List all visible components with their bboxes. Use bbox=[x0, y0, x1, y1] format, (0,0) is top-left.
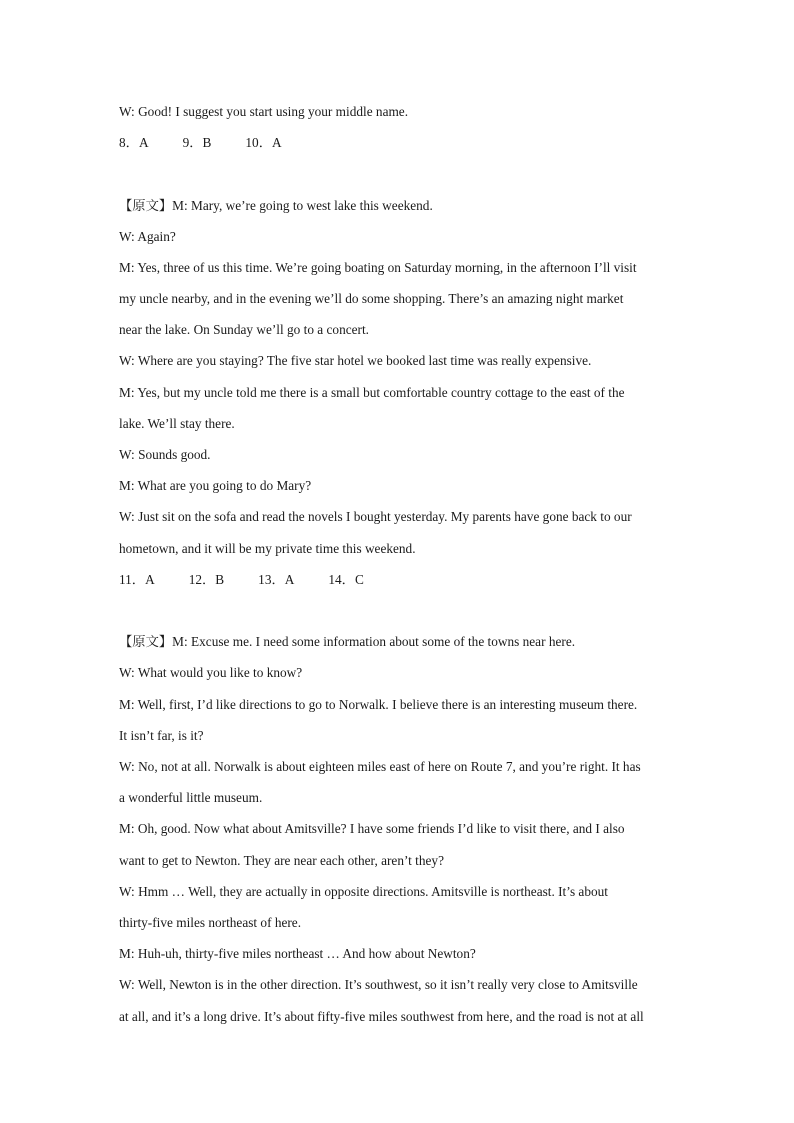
text-line: W: Again? bbox=[119, 229, 176, 244]
text-line: W: Just sit on the sofa and read the novels I bought yesterday. My parents have gone back to our bbox=[119, 509, 632, 524]
answer-item: 9．B bbox=[182, 135, 212, 150]
text-line: W: What would you like to know? bbox=[119, 665, 303, 680]
text-line: at all, and it’s a long drive. It’s about fifty-five miles southwest from here, and the road is not at all bbox=[119, 1009, 644, 1024]
text-line: W: Hmm … Well, they are actually in opposite directions. Amitsville is northeast. It’s about bbox=[119, 884, 608, 899]
text-line: M: Oh, good. Now what about Amitsville? I have some friends I’d like to visit there, and I also bbox=[119, 821, 625, 836]
answer-item: 14．C bbox=[328, 572, 364, 587]
answer-key bbox=[119, 571, 679, 589]
text-line: my uncle nearby, and in the evening we’ll do some shopping. There’s an amazing night market bbox=[119, 291, 624, 306]
text-line: a wonderful little museum. bbox=[119, 790, 263, 805]
answer-item: 10．A bbox=[245, 135, 282, 150]
text-line: It isn’t far, is it? bbox=[119, 728, 204, 743]
text-line: W: Well, Newton is in the other direction. It’s southwest, so it isn’t really very close to Amitsville bbox=[119, 977, 638, 992]
text-line: M: Yes, three of us this time. We’re going boating on Saturday morning, in the afternoon I’ll visit bbox=[119, 260, 637, 275]
text-line: W: Good! I suggest you start using your middle name. bbox=[119, 104, 409, 119]
text-line: M: Yes, but my uncle told me there is a small but comfortable country cottage to the east of the bbox=[119, 385, 625, 400]
text-line: W: Sounds good. bbox=[119, 447, 211, 462]
text-line: M: Well, first, I’d like directions to go to Norwalk. I believe there is an interesting museum there. bbox=[119, 697, 638, 712]
answer-item: 11．A bbox=[119, 572, 155, 587]
text-line: hometown, and it will be my private time this weekend. bbox=[119, 541, 416, 556]
transcript-heading: 【原文】M: Excuse me. I need some information about some of the towns near here. bbox=[119, 634, 576, 649]
text-line: thirty-five miles northeast of here. bbox=[119, 915, 302, 930]
text-line: want to get to Newton. They are near each other, aren’t they? bbox=[119, 853, 444, 868]
text-line: W: Where are you staying? The five star hotel we booked last time was really expensive. bbox=[119, 353, 592, 368]
text-line: near the lake. On Sunday we’ll go to a concert. bbox=[119, 322, 369, 337]
transcript-heading: 【原文】M: Mary, we’re going to west lake this weekend. bbox=[119, 198, 433, 213]
answer-item: 8．A bbox=[119, 135, 149, 150]
answer-item: 13．A bbox=[258, 572, 295, 587]
text-line: lake. We’ll stay there. bbox=[119, 416, 235, 431]
text-line: M: What are you going to do Mary? bbox=[119, 478, 312, 493]
text-line: M: Huh-uh, thirty-five miles northeast … And how about Newton? bbox=[119, 946, 476, 961]
text-line: W: No, not at all. Norwalk is about eighteen miles east of here on Route 7, and you’re right. It has bbox=[119, 759, 641, 774]
answer-key bbox=[119, 134, 679, 152]
answer-item: 12．B bbox=[188, 572, 225, 587]
